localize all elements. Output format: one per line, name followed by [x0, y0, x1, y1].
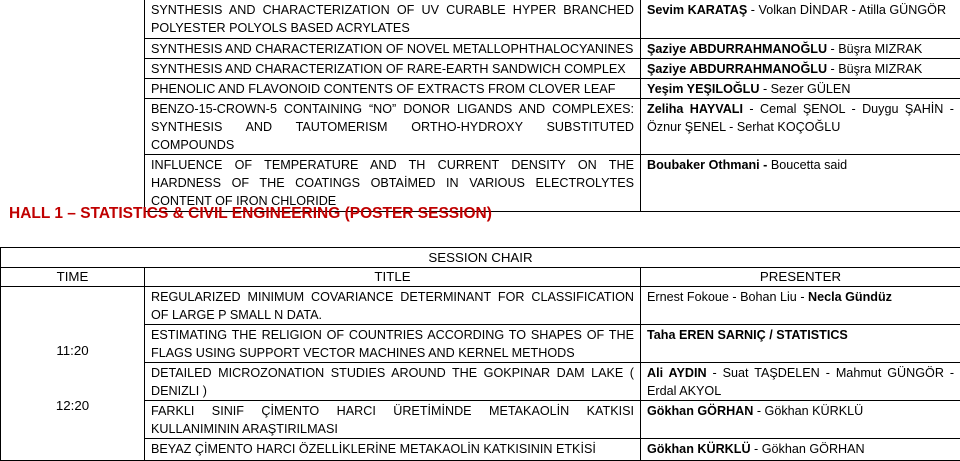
poster-title: FARKLI SINIF ÇİMENTO HARCI ÜRETİMİNDE METAKAOLİN KATKISI KULLANIMININ ARAŞTIRILMASI	[145, 401, 641, 439]
paper-title: SYNTHESIS AND CHARACTERIZATION OF UV CURABLE HYPER BRANCHED POLYESTER POLYOLS BASED ACRYLATES	[145, 0, 641, 39]
presenter-main: Sevim KARATAŞ	[647, 3, 747, 17]
session-chair-label: SESSION CHAIR	[1, 248, 960, 268]
header-row	[1, 268, 960, 287]
time-header: TIME	[1, 268, 145, 287]
time-slot: 11:20	[7, 342, 138, 360]
presenter-coauthors: Ernest Fokoue - Bohan Liu -	[647, 290, 808, 304]
prior-session-table	[144, 0, 960, 212]
presenter-main: Şaziye ABDURRAHMANOĞLU	[647, 42, 827, 56]
presenter-cell	[641, 39, 960, 59]
table-row	[1, 325, 960, 363]
table-row	[145, 0, 960, 39]
presenter-coauthors: - Gökhan KÜRKLÜ	[753, 404, 863, 418]
paper-title: BENZO-15-CROWN-5 CONTAINING “NO” DONOR LIGANDS AND COMPLEXES: SYNTHESIS AND TAUTOMERISM ORTHO-HYDROXY SUBSTITUTED COMPOUNDS	[145, 99, 641, 155]
table-row	[1, 401, 960, 439]
poster-session-body	[1, 248, 960, 461]
presenter-main: Ali AYDIN	[647, 366, 707, 380]
table-row	[145, 59, 960, 79]
table-row	[145, 155, 960, 212]
presenter-coauthors: - Sezer GÜLEN	[759, 82, 850, 96]
presenter-main: Gökhan GÖRHAN	[647, 404, 753, 418]
table-row	[1, 363, 960, 401]
presenter-main: Necla Gündüz	[808, 290, 892, 304]
presenter-main: Şaziye ABDURRAHMANOĞLU	[647, 62, 827, 76]
presenter-cell	[641, 0, 960, 39]
time-slot: 12:20	[7, 397, 138, 415]
presenter-coauthors: - Suat TAŞDELEN - Mahmut GÜNGÖR - Erdal AKYOL	[647, 366, 954, 398]
hall-heading: HALL 1 – STATISTICS & CIVIL ENGINEERING (POSTER SESSION)	[9, 205, 492, 223]
poster-title: BEYAZ ÇİMENTO HARCI ÖZELLİKLERİNE METAKAOLİN KATKISININ ETKİSİ	[145, 439, 641, 461]
paper-title: PHENOLIC AND FLAVONOID CONTENTS OF EXTRACTS FROM CLOVER LEAF	[145, 79, 641, 99]
title-header: TITLE	[145, 268, 641, 287]
time-column	[1, 287, 145, 461]
presenter-coauthors: - Cemal ŞENOL - Duygu ŞAHİN - Öznur ŞENEL - Serhat KOÇOĞLU	[647, 102, 954, 134]
poster-title: ESTIMATING THE RELIGION OF COUNTRIES ACCORDING TO SHAPES OF THE FLAGS USING SUPPORT VECTOR MACHINES AND KERNEL METHODS	[145, 325, 641, 363]
presenter-coauthors: - Gökhan GÖRHAN	[751, 442, 865, 456]
presenter-coauthors: Boucetta said	[767, 158, 847, 172]
paper-title: INFLUENCE OF TEMPERATURE AND TH CURRENT DENSITY ON THE HARDNESS OF THE COATINGS OBTAİMED IN VARIOUS ELECTROLYTES CONTENT OF IRON CHLORIDE	[145, 155, 641, 212]
poster-title: REGULARIZED MINIMUM COVARIANCE DETERMINANT FOR CLASSIFICATION OF LARGE P SMALL N DATA.	[145, 287, 641, 325]
table-row	[1, 287, 960, 325]
table-row	[145, 99, 960, 155]
poster-session-table	[0, 247, 960, 461]
presenter-main: Gökhan KÜRKLÜ	[647, 442, 751, 456]
presenter-cell	[641, 99, 960, 155]
presenter-header: PRESENTER	[641, 268, 960, 287]
presenter-cell	[641, 325, 960, 363]
presenter-cell	[641, 401, 960, 439]
paper-title: SYNTHESIS AND CHARACTERIZATION OF RARE-EARTH SANDWICH COMPLEX	[145, 59, 641, 79]
paper-title: SYNTHESIS AND CHARACTERIZATION OF NOVEL METALLOPHTHALOCYANINES	[145, 39, 641, 59]
presenter-main: Taha EREN SARNIÇ / STATISTICS	[647, 328, 848, 342]
presenter-coauthors: - Büşra MIZRAK	[827, 62, 922, 76]
presenter-main: Yeşim YEŞILOĞLU	[647, 82, 759, 96]
presenter-main: Zeliha HAYVALI	[647, 102, 743, 116]
presenter-coauthors: - Büşra MIZRAK	[827, 42, 922, 56]
presenter-cell	[641, 287, 960, 325]
presenter-cell	[641, 155, 960, 212]
table-row	[145, 39, 960, 59]
presenter-coauthors: - Volkan DİNDAR - Atilla GÜNGÖR	[747, 3, 946, 17]
presenter-cell	[641, 79, 960, 99]
presenter-main: Boubaker Othmani -	[647, 158, 767, 172]
presenter-cell	[641, 59, 960, 79]
presenter-cell	[641, 363, 960, 401]
table-row	[145, 79, 960, 99]
table-row	[1, 439, 960, 461]
prior-session-body	[145, 0, 960, 212]
presenter-cell	[641, 439, 960, 461]
session-chair-row	[1, 248, 960, 268]
poster-title: DETAILED MICROZONATION STUDIES AROUND THE GOKPINAR DAM LAKE ( DENIZLI )	[145, 363, 641, 401]
